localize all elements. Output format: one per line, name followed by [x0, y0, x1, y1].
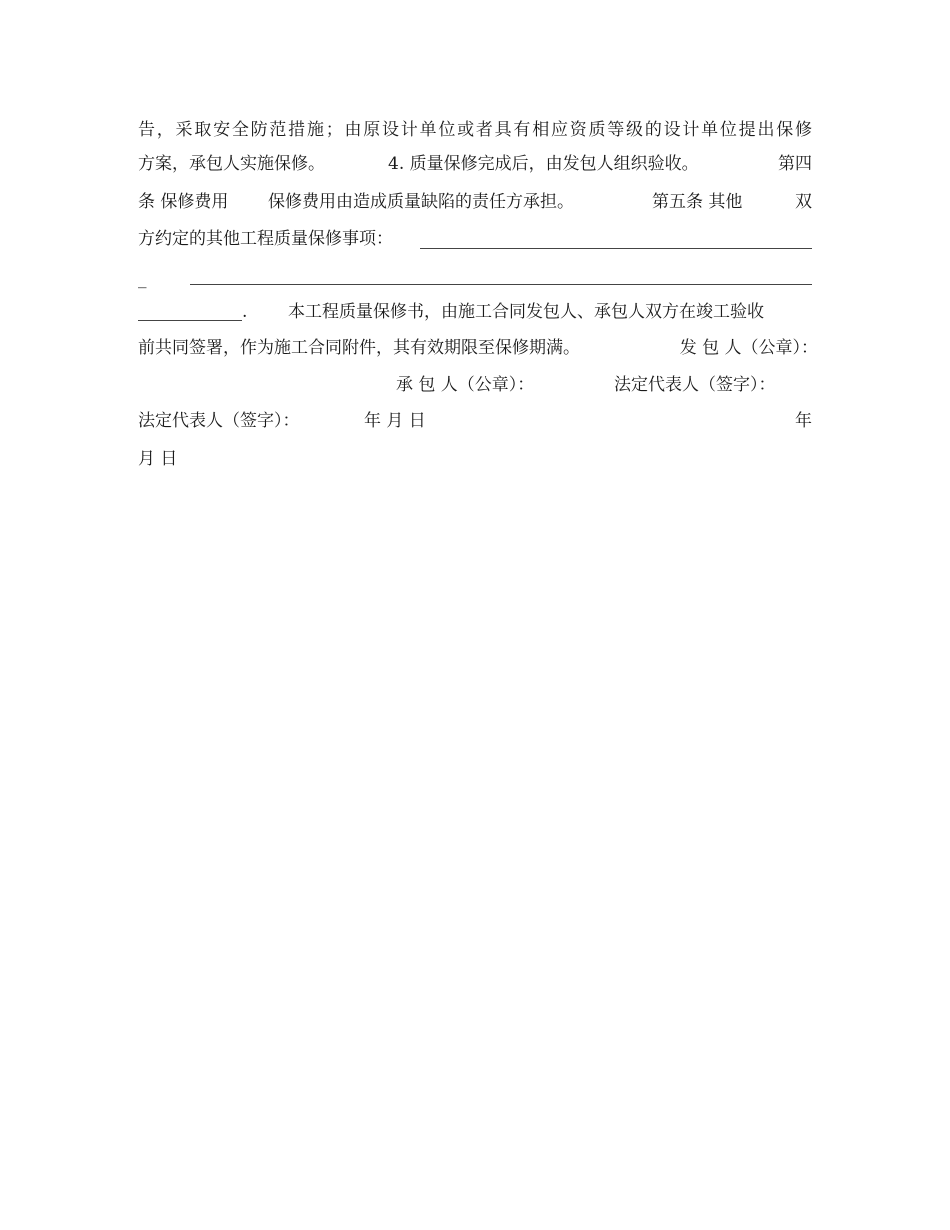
text-segment: _	[138, 269, 147, 289]
text-segment: 方约定的其他工程质量保修事项：	[138, 229, 393, 249]
blank-fill-line	[420, 248, 812, 249]
text-line-2	[138, 147, 812, 181]
text-segment: 年 月 日	[364, 411, 426, 431]
text-line-6	[138, 295, 812, 329]
text-line-3	[138, 185, 812, 219]
text-line-9	[138, 404, 812, 438]
blank-fill-line	[190, 284, 812, 285]
text-segment: 告，采取安全防范措施；由原设计单位或者具有相应资质等级的设计单位提出保修	[138, 120, 812, 140]
text-segment: 第四	[778, 154, 812, 174]
text-segment: 4. 质量保修完成后，由发包人组织验收。	[388, 154, 699, 174]
text-line-1	[138, 113, 812, 147]
text-line-8	[138, 368, 812, 402]
text-segment: 法定代表人（签字）：	[138, 411, 300, 431]
text-line-7	[138, 331, 818, 365]
text-segment: 第五条 其他	[652, 192, 743, 212]
text-segment: 前共同签署，作为施工合同附件，其有效期限至保修期满。	[138, 338, 580, 358]
text-segment: 条 保修费用	[138, 192, 229, 212]
text-segment: 方案，承包人实施保修。	[138, 154, 325, 174]
text-segment: 保修费用由造成质量缺陷的责任方承担。	[268, 192, 574, 212]
text-line-4	[138, 222, 812, 256]
text-segment: 法定代表人（签字）：	[614, 375, 776, 395]
text-segment: 双	[795, 192, 812, 212]
text-segment: 承 包 人（公章）：	[396, 375, 535, 395]
text-segment: .	[242, 302, 248, 322]
text-line-10	[138, 442, 812, 476]
text-line-5	[138, 262, 812, 296]
text-segment: 年	[795, 411, 812, 431]
text-segment: 发 包 人（公章）：	[679, 338, 818, 358]
text-segment: 本工程质量保修书，由施工合同发包人、承包人双方在竣工验收	[288, 302, 764, 322]
text-segment: 月 日	[138, 449, 178, 469]
